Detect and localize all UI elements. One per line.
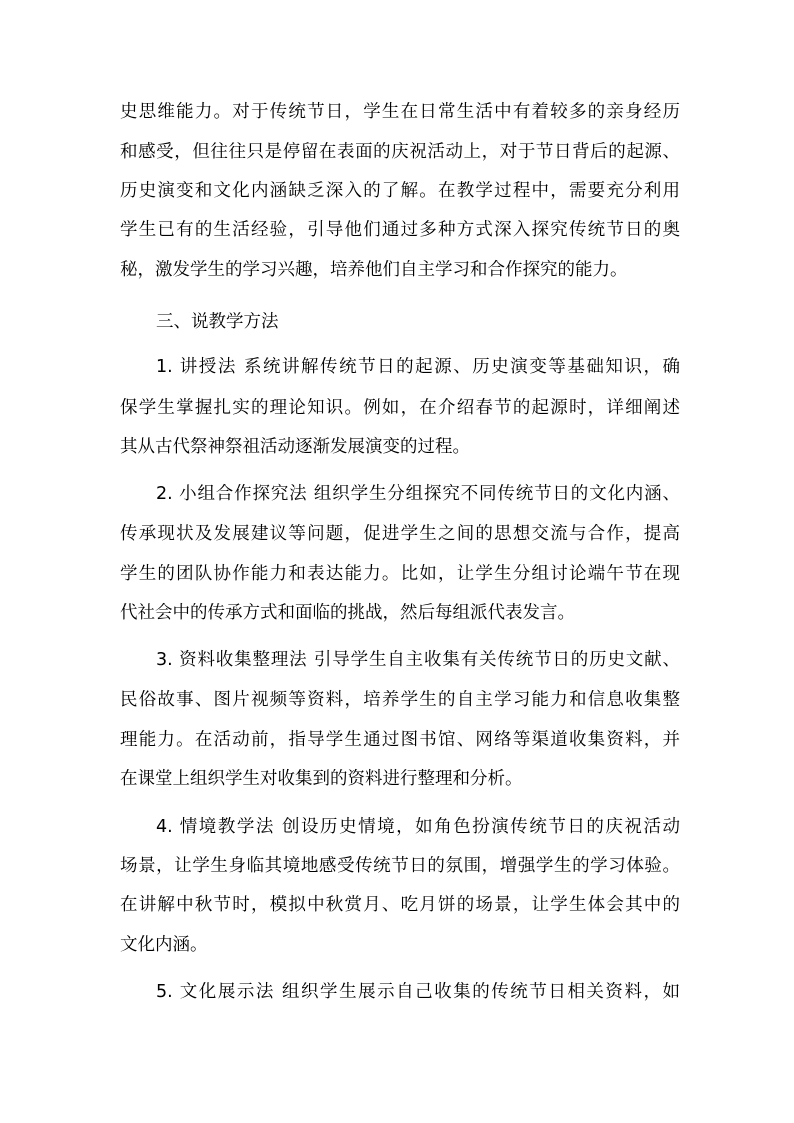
text-line: 历史演变和文化内涵缺乏深入的了解。在教学过程中，需要充分利用 xyxy=(120,181,680,201)
text-line: 4. 情境教学法 创设历史情境，如角色扮演传统节日的庆祝活动 xyxy=(156,817,680,837)
text-line: 学生的团队协作能力和表达能力。比如，让学生分组讨论端午节在现 xyxy=(120,564,680,584)
text-line: 1. 讲授法 系统讲解传统节日的起源、历史演变等基础知识，确 xyxy=(156,357,680,377)
text-line: 2. 小组合作探究法 组织学生分组探究不同传统节日的文化内涵、 xyxy=(156,484,680,504)
text-line: 在讲解中秋节时，模拟中秋赏月、吃月饼的场景，让学生体会其中的 xyxy=(120,895,680,915)
text-line: 文化内涵。 xyxy=(120,935,208,955)
text-line: 其从古代祭神祭祖活动逐渐发展演变的过程。 xyxy=(120,437,470,457)
text-line: 学生已有的生活经验，引导他们通过多种方式深入探究传统节日的奥 xyxy=(120,220,680,240)
text-line: 5. 文化展示法 组织学生展示自己收集的传统节日相关资料，如 xyxy=(156,982,680,1002)
text-line: 代社会中的传承方式和面临的挑战，然后每组派代表发言。 xyxy=(120,603,575,623)
text-line: 在课堂上组织学生对收集到的资料进行整理和分析。 xyxy=(120,769,523,789)
text-line: 传承现状及发展建议等问题，促进学生之间的思想交流与合作，提高 xyxy=(120,524,680,544)
text-line: 史思维能力。对于传统节日，学生在日常生活中有着较多的亲身经历 xyxy=(120,102,680,122)
text-line: 秘，激发学生的学习兴趣，培养他们自主学习和合作探究的能力。 xyxy=(120,260,628,280)
text-line: 理能力。在活动前，指导学生通过图书馆、网络等渠道收集资料，并 xyxy=(120,730,680,750)
section-heading: 三、说教学方法 xyxy=(156,312,279,332)
text-line: 场景，让学生身临其境地感受传统节日的氛围，增强学生的学习体验。 xyxy=(120,856,680,876)
text-line: 保学生掌握扎实的理论知识。例如，在介绍春节的起源时，详细阐述 xyxy=(120,398,680,418)
text-line: 民俗故事、图片视频等资料，培养学生的自主学习能力和信息收集整 xyxy=(120,690,680,710)
text-line: 3. 资料收集整理法 引导学生自主收集有关传统节日的历史文献、 xyxy=(156,650,680,670)
text-line: 和感受，但往往只是停留在表面的庆祝活动上，对于节日背后的起源、 xyxy=(120,142,680,162)
